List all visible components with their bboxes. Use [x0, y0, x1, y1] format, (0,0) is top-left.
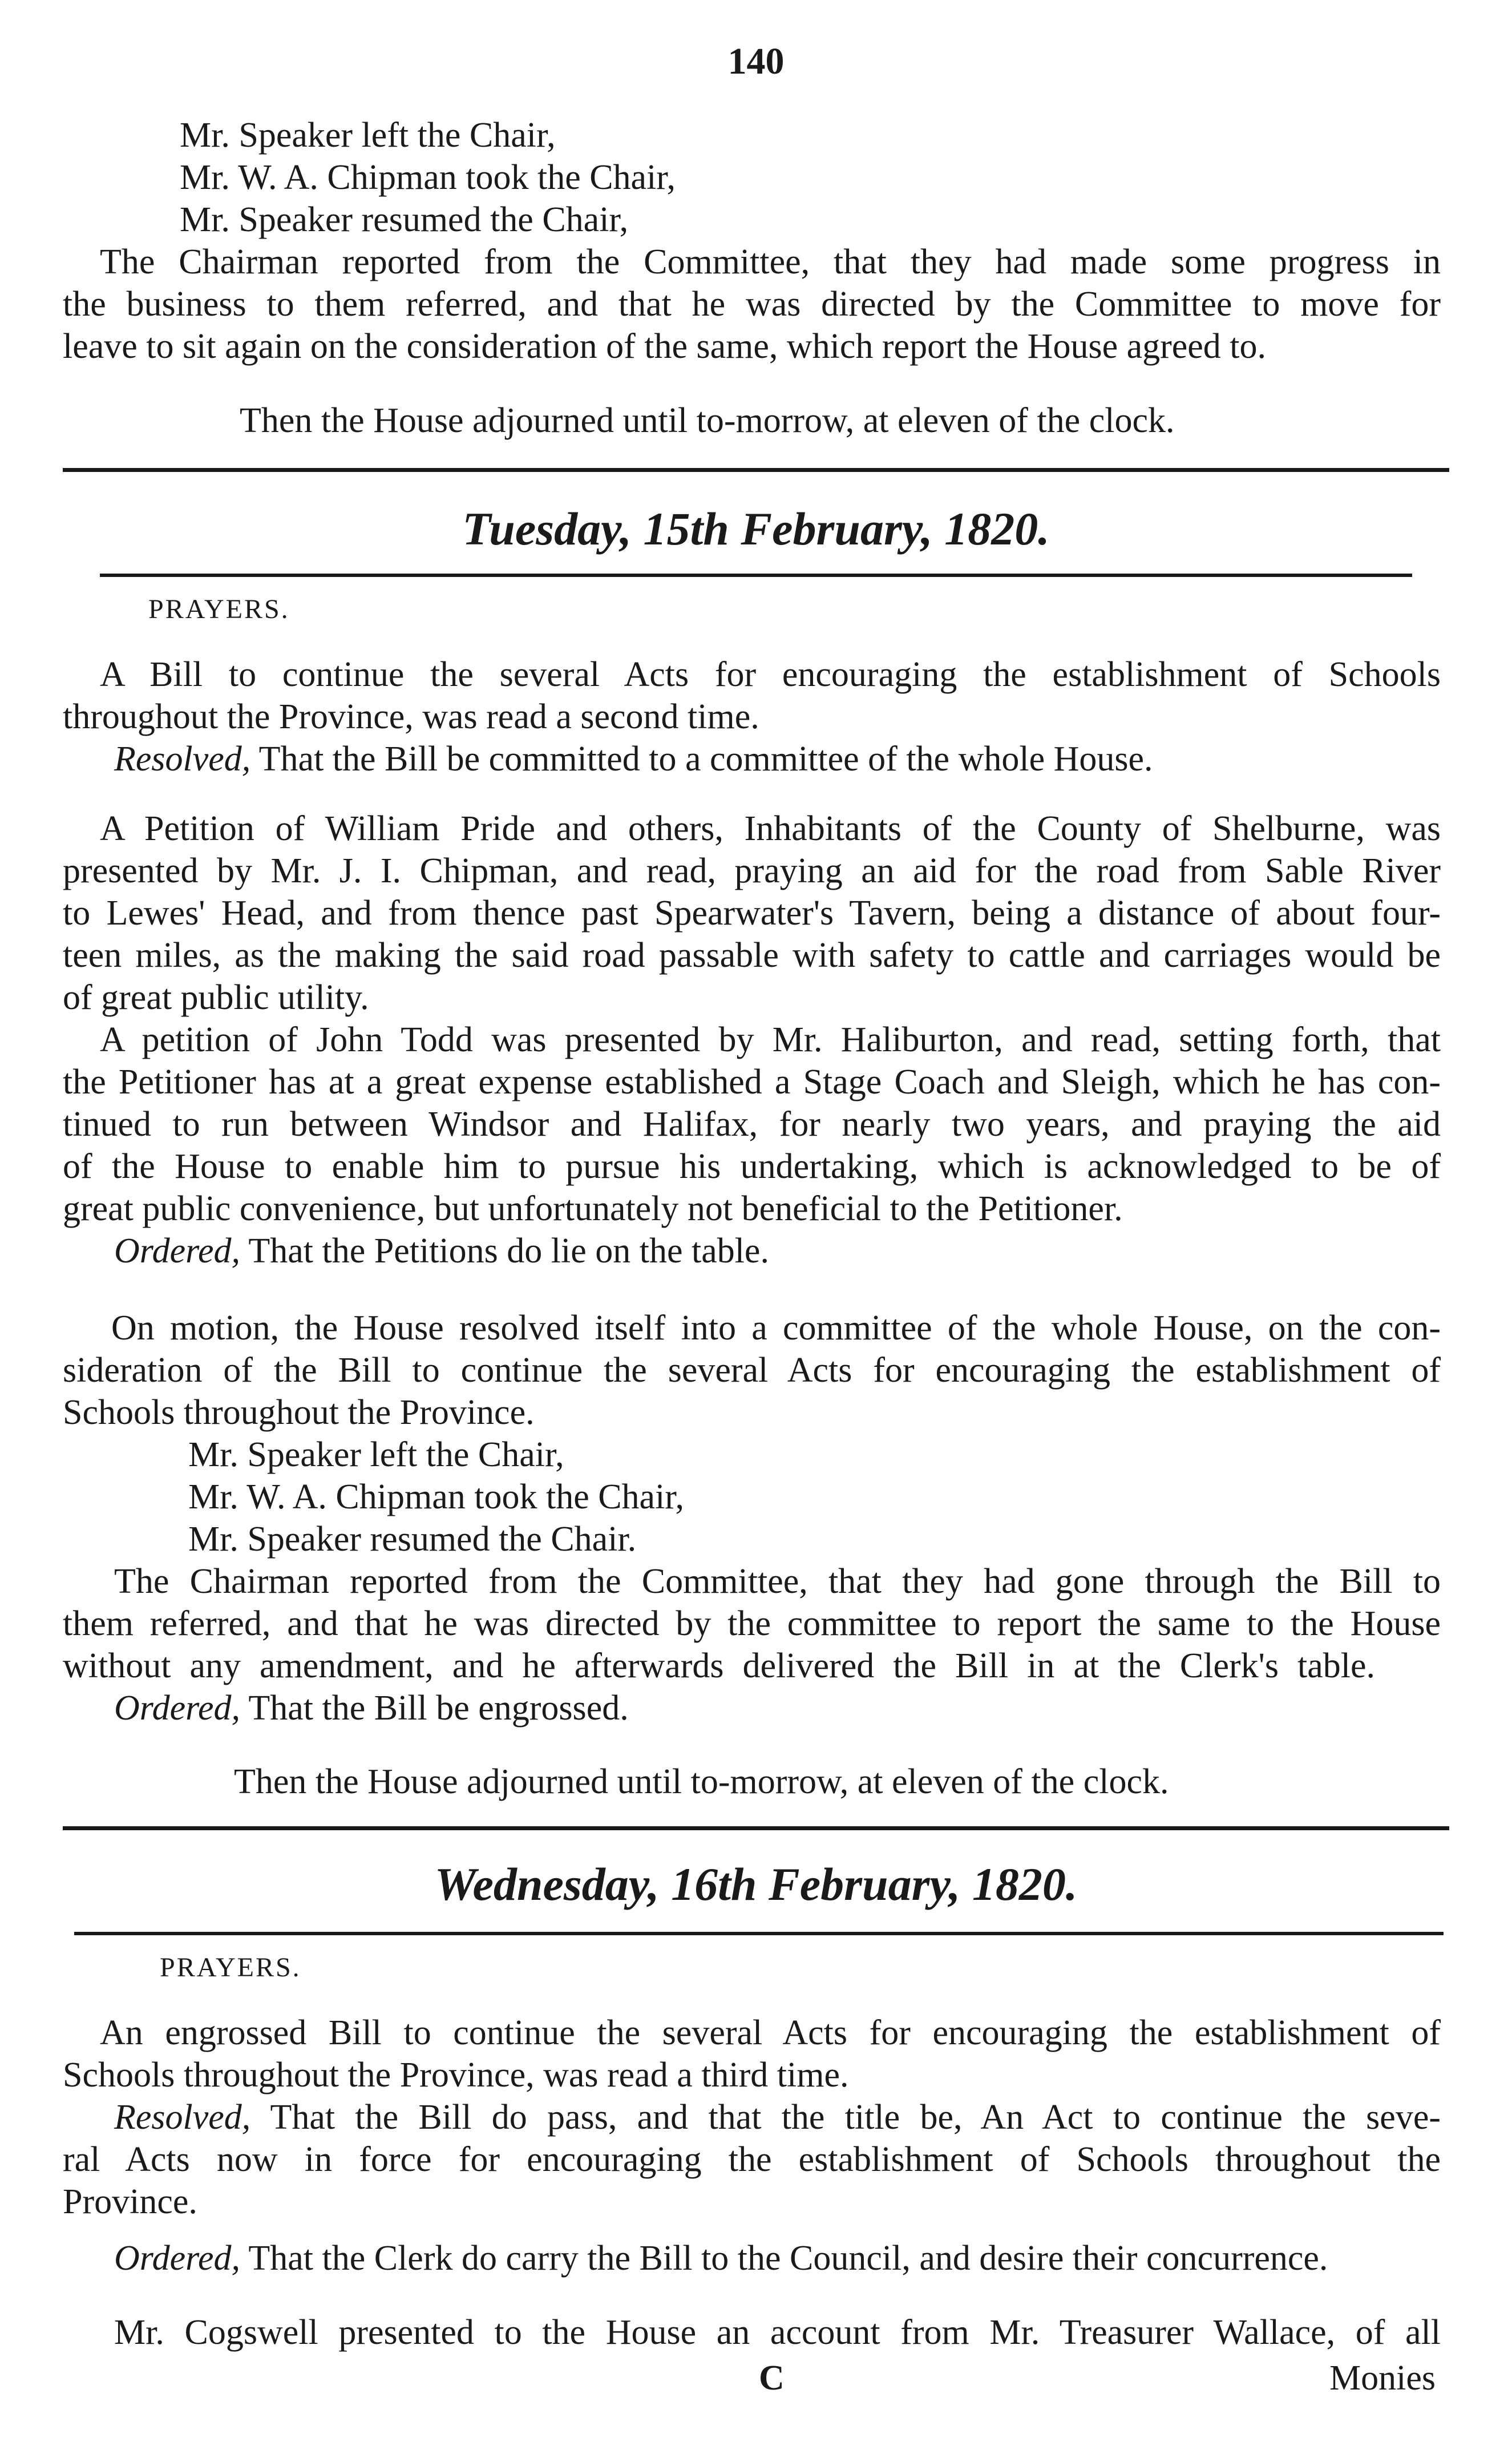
text-line: Schools throughout the Province, was read a third time.: [63, 2056, 849, 2094]
prayers-heading: PRAYERS.: [160, 1952, 301, 1983]
text-line: The Chairman reported from the Committee, that they had made some progress in: [100, 243, 1441, 281]
ordered-label: Ordered,: [114, 1689, 240, 1728]
text-line: great public convenience, but unfortunately not beneficial to the Petitioner.: [63, 1189, 1123, 1228]
signature-mark: C: [759, 2359, 785, 2398]
text-line: Ordered, That the Petitions do lie on the table.: [114, 1232, 769, 1270]
text-line: Resolved, That the Bill be committed to a committee of the whole House.: [114, 740, 1153, 778]
adjournment-line: Then the House adjourned until to-morrow, at eleven of the clock.: [234, 1762, 1169, 1801]
text-line: Mr. Speaker resumed the Chair,: [180, 200, 629, 239]
adjournment-line: Then the House adjourned until to-morrow, at eleven of the clock.: [240, 401, 1175, 440]
text-line: Schools throughout the Province.: [63, 1393, 535, 1432]
text-line: A petition of John Todd was presented by Mr. Haliburton, and read, setting forth, that: [100, 1020, 1441, 1059]
text-line: Ordered, That the Bill be engrossed.: [114, 1689, 629, 1728]
text-line: of great public utility.: [63, 978, 369, 1017]
text-line: Mr. Cogswell presented to the House an account from Mr. Treasurer Wallace, of all: [114, 2313, 1441, 2352]
text-line: A Petition of William Pride and others, Inhabitants of the County of Shelburne, was: [100, 809, 1441, 848]
text-line: teen miles, as the making the said road passable with safety to cattle and carriages would be: [63, 936, 1441, 975]
text-line: An engrossed Bill to continue the several Acts for encouraging the establishment of: [100, 2013, 1441, 2052]
section-rule: [100, 574, 1412, 577]
resolved-label: Resolved,: [114, 740, 251, 778]
section-rule: [63, 1826, 1449, 1830]
section-rule: [74, 1932, 1444, 1935]
text-line: sideration of the Bill to continue the several Acts for encouraging the establishment of: [63, 1351, 1441, 1390]
text-line: tinued to run between Windsor and Halifax, for nearly two years, and praying the aid: [63, 1105, 1441, 1144]
text-line: leave to sit again on the consideration of the same, which report the House agreed to.: [63, 327, 1267, 366]
text-line: presented by Mr. J. I. Chipman, and read, praying an aid for the road from Sable River: [63, 851, 1441, 890]
date-heading: Wednesday, 16th February, 1820.: [434, 1858, 1078, 1910]
text-line: the business to them referred, and that he was directed by the Committee to move for: [63, 285, 1441, 324]
text-line: to Lewes' Head, and from thence past Spearwater's Tavern, being a distance of about four-: [63, 894, 1441, 933]
text-line: A Bill to continue the several Acts for encouraging the establishment of Schools: [100, 655, 1441, 694]
text-line: Mr. Speaker resumed the Chair.: [188, 1520, 637, 1559]
text-line: Mr. Speaker left the Chair,: [188, 1435, 564, 1474]
ordered-label: Ordered,: [114, 1232, 240, 1270]
prayers-heading: PRAYERS.: [148, 594, 290, 624]
resolved-label: Resolved,: [114, 2098, 251, 2137]
text-line: Resolved, That the Bill do pass, and that the title be, An Act to continue the seve-: [114, 2098, 1441, 2137]
text-line: Ordered, That the Clerk do carry the Bill to the Council, and desire their concurrence.: [114, 2239, 1328, 2278]
date-heading: Tuesday, 15th February, 1820.: [462, 503, 1050, 555]
text-line: ral Acts now in force for encouraging the establishment of Schools throughout the: [63, 2140, 1441, 2179]
text-line: Mr. W. A. Chipman took the Chair,: [180, 158, 676, 197]
text-line: the Petitioner has at a great expense established a Stage Coach and Sleigh, which he has con-: [63, 1063, 1441, 1101]
text-line: throughout the Province, was read a second time.: [63, 697, 759, 736]
ordered-label: Ordered,: [114, 2239, 240, 2278]
text-line: Province.: [63, 2182, 197, 2221]
text-line: Mr. Speaker left the Chair,: [180, 116, 556, 155]
text-line: On motion, the House resolved itself into a committee of the whole House, on the con-: [111, 1309, 1441, 1347]
catchword: Monies: [1329, 2359, 1436, 2398]
page-number: 140: [727, 41, 785, 82]
text-line: The Chairman reported from the Committee, that they had gone through the Bill to: [114, 1562, 1441, 1601]
section-rule: [63, 468, 1449, 472]
text-line: of the House to enable him to pursue his undertaking, which is acknowledged to be of: [63, 1147, 1441, 1186]
text-line: without any amendment, and he afterwards delivered the Bill in at the Clerk's table.: [63, 1646, 1375, 1685]
text-line: them referred, and that he was directed by the committee to report the same to the House: [63, 1604, 1441, 1643]
text-line: Mr. W. A. Chipman took the Chair,: [188, 1478, 684, 1516]
